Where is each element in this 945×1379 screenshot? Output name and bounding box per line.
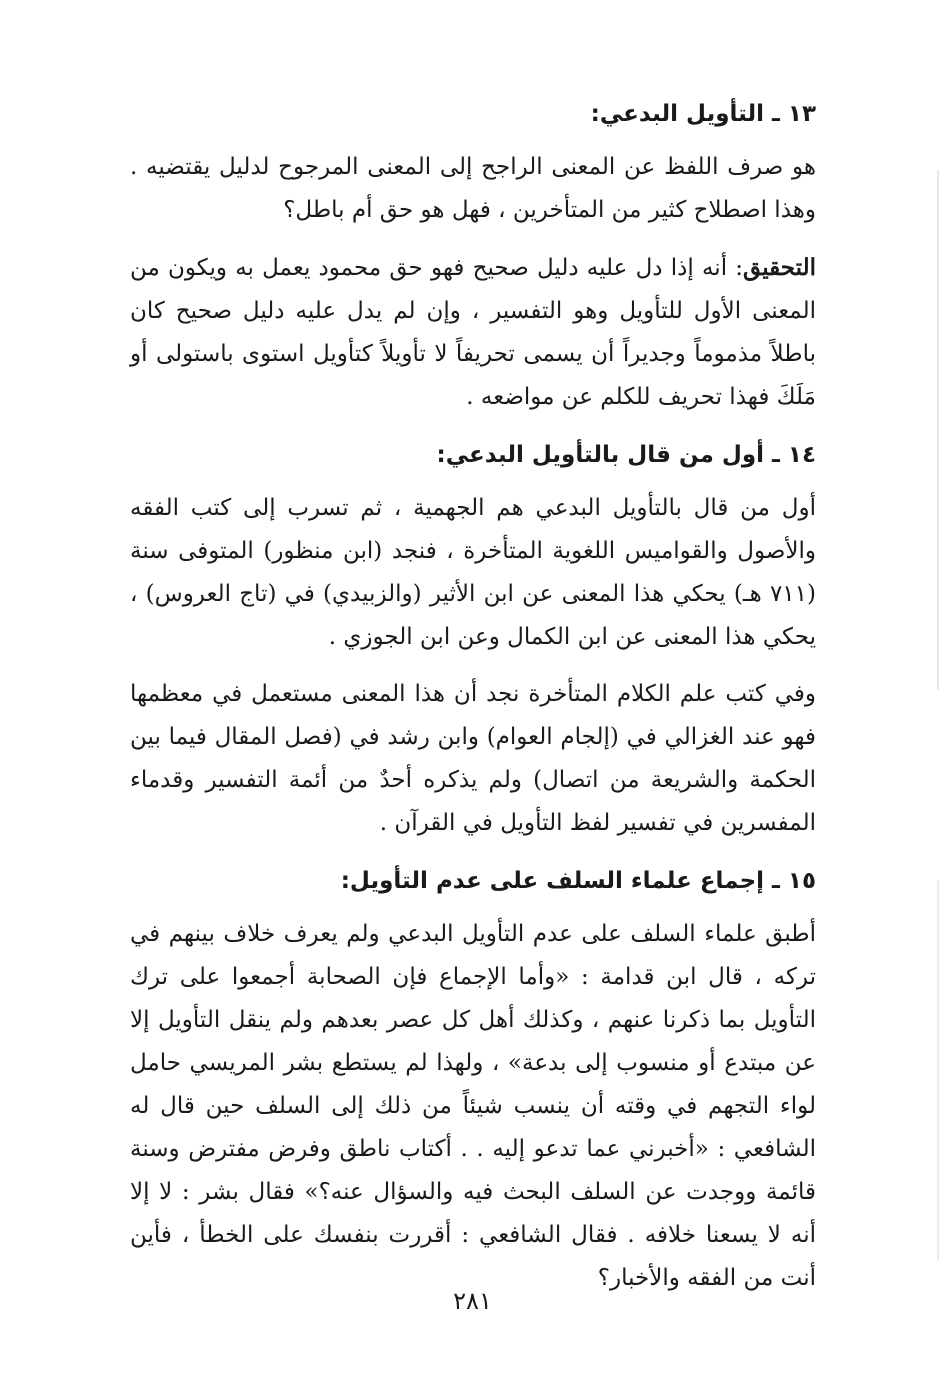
page-number: ٢٨١ — [453, 1287, 492, 1315]
scan-margin-mark — [937, 170, 939, 690]
scan-margin-mark — [937, 880, 939, 1260]
section-heading: ١٣ ـ التأويل البدعي: — [590, 101, 816, 127]
tahqiq-label: التحقيق — [743, 254, 816, 281]
section-13 — [130, 92, 816, 419]
paragraph: هو صرف اللفظ عن المعنى الراجح إلى المعنى المرجوح لدليل يقتضيه . وهذا اصطلاح كثير من المتأخرين ، فهل هو حق أم باطل؟ — [130, 154, 816, 223]
tahqiq-paragraph — [130, 246, 816, 419]
paragraph: أول من قال بالتأويل البدعي هم الجهمية ، ثم تسرب إلى كتب الفقه والأصول والقواميس اللغوية المتأخرة ، فنجد (ابن منظور) المتوفى سنة (٧١١ هـ) يحكي هذا المعنى عن ابن الأثير (والزبيدي) في (تاج العروس) ، يحكي هذا المعنى عن ابن الكمال وعن ابن الجوزي . — [130, 495, 816, 650]
section-heading: ١٥ ـ إجماع علماء السلف على عدم التأويل: — [340, 868, 816, 894]
section-15 — [130, 859, 816, 1300]
paragraph: وفي كتب علم الكلام المتأخرة نجد أن هذا المعنى مستعمل في معظمها فهو عند الغزالي في (إلجام العوام) وابن رشد في (فصل المقال فيما بين الحكمة والشريعة من اتصال) ولم يذكره أحدٌ من أئمة التفسير وقدماء المفسرين في تفسير لفظ التأويل في القرآن . — [130, 681, 816, 836]
tahqiq-text: : أنه إذا دل عليه دليل صحيح فهو حق محمود يعمل به ويكون من المعنى الأول للتأويل وهو التفسير ، وإن لم يدل عليه دليل صحيح كان باطلاً مذموماً وجديراً أن يسمى تحريفاً لا تأويلاً كتأويل استوى باستولى أو مَلَكَ فهذا تحريف للكلم عن مواضعه . — [130, 255, 816, 410]
section-heading: ١٤ ـ أول من قال بالتأويل البدعي: — [436, 442, 816, 468]
paragraph: أطبق علماء السلف على عدم التأويل البدعي ولم يعرف خلاف بينهم في تركه ، قال ابن قدامة : «وأما الإجماع فإن الصحابة أجمعوا على ترك التأويل بما ذكرنا عنهم ، وكذلك أهل كل عصر بعدهم ولم ينقل التأويل إلا عن مبتدع أو منسوب إلى بدعة» ، ولهذا لم يستطع بشر المريسي حامل لواء التجهم في وقته أن ينسب شيئاً من ذلك إلى السلف حين قال له الشافعي : «أخبرني عما تدعو إليه . . أكتاب ناطق وفرض مفترض وسنة قائمة ووجدت عن السلف البحث فيه والسؤال عنه؟» فقال بشر : لا إلا أنه لا يسعنا خلافه . فقال الشافعي : أقررت بنفسك على الخطأ ، فأين أنت من الفقه والأخبار؟ — [130, 921, 816, 1291]
page-body — [130, 92, 816, 1314]
section-14 — [130, 433, 816, 845]
